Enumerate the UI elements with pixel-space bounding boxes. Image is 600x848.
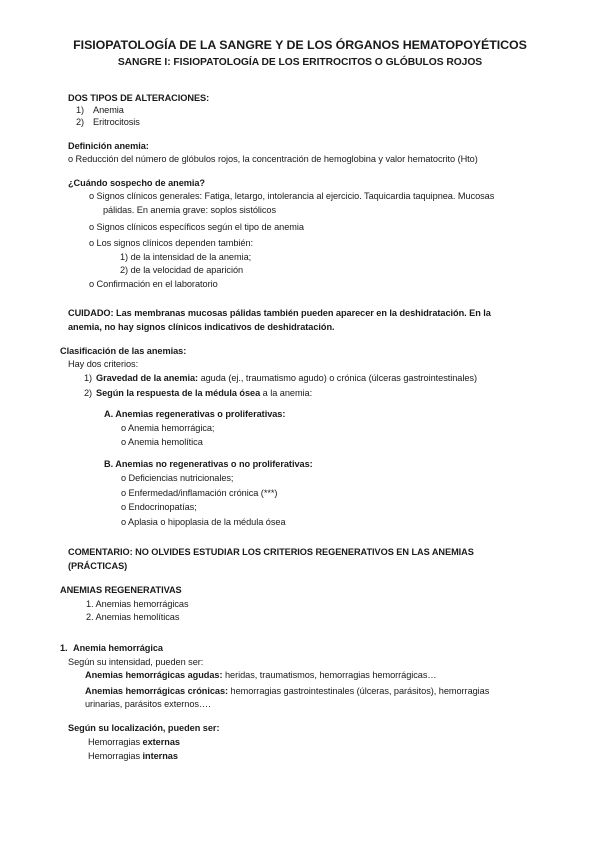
criterio-2	[84, 387, 312, 399]
hemorragica-intro: Según su intensidad, pueden ser:	[68, 657, 204, 667]
regenerativas-a-heading: A. Anemias regenerativas o proliferativas:	[104, 409, 286, 419]
tipos-item-1-text: Anemia	[93, 105, 124, 115]
criterio-1-num: 1)	[84, 373, 93, 383]
hemorragicas-cronicas-bold: Anemias hemorrágicas crónicas:	[85, 686, 229, 696]
regenerativas-a-item-1: o Anemia hemorrágica;	[121, 423, 215, 433]
hemorragias-internas	[88, 750, 178, 762]
no-regenerativas-b-item-3: o Endocrinopatías;	[121, 502, 197, 512]
hemorragicas-cronicas-line-2: urinarias, parásitos externos….	[85, 699, 211, 709]
definicion-text: o Reducción del número de glóbulos rojos, la concentración de hemoglobina y valor hematocrito (Hto)	[68, 154, 478, 164]
sospecha-item-4: o Confirmación en el laboratorio	[89, 279, 218, 289]
no-regenerativas-b-item-1: o Deficiencias nutricionales;	[121, 473, 234, 483]
tipos-item-2-num: 2)	[76, 117, 85, 127]
clasificacion-heading: Clasificación de las anemias:	[60, 346, 187, 356]
cuidado-line-1: CUIDADO: Las membranas mucosas pálidas también pueden aparecer en la deshidratación. En la	[68, 308, 491, 318]
tipos-item-2	[76, 116, 140, 128]
hemorragicas-cronicas	[85, 685, 489, 697]
criterio-1-bold: Gravedad de la anemia:	[96, 373, 199, 383]
no-regenerativas-b-item-4: o Aplasia o hipoplasia de la médula ósea	[121, 517, 286, 527]
cuidado-line-2: anemia, no hay signos clínicos indicativos de deshidratación.	[68, 322, 335, 332]
sospecha-sub-1: 1) de la intensidad de la anemia;	[120, 252, 252, 262]
anemia-hemorragica-heading	[60, 642, 163, 654]
hemorragias-internas-pre: Hemorragias	[88, 751, 143, 761]
clasificacion-intro: Hay dos criterios:	[68, 359, 139, 369]
document-subtitle: SANGRE I: FISIOPATOLOGÍA DE LOS ERITROCITOS O GLÓBULOS ROJOS	[117, 57, 483, 68]
tipos-item-1-num: 1)	[76, 105, 85, 115]
anemias-regenerativas-item-1: 1. Anemias hemorrágicas	[86, 599, 189, 609]
hemorragias-externas	[88, 736, 180, 748]
hemorragicas-agudas	[85, 669, 437, 681]
hemorragicas-cronicas-rest: hemorragias gastrointestinales (úlceras, parásitos), hemorragias	[228, 686, 490, 696]
sospecha-sub-2: 2) de la velocidad de aparición	[120, 265, 244, 275]
tipos-heading: DOS TIPOS DE ALTERACIONES:	[68, 93, 210, 103]
no-regenerativas-b-heading: B. Anemias no regenerativas o no proliferativas:	[104, 459, 313, 469]
criterio-1	[84, 372, 477, 384]
sospecha-item-2: o Signos clínicos específicos según el tipo de anemia	[89, 222, 304, 232]
sospecha-item-1b: pálidas. En anemia grave: soplos sistólicos	[103, 205, 277, 215]
tipos-item-2-text: Eritrocitosis	[93, 117, 140, 127]
comentario-line-1: COMENTARIO: NO OLVIDES ESTUDIAR LOS CRITERIOS REGENERATIVOS EN LAS ANEMIAS	[68, 547, 474, 557]
criterio-2-bold: Según la respuesta de la médula ósea	[96, 388, 261, 398]
tipos-item-1	[76, 104, 124, 116]
sospecha-item-3: o Los signos clínicos dependen también:	[89, 238, 254, 248]
anemia-hemorragica-num: 1.	[60, 643, 68, 653]
regenerativas-a-item-2: o Anemia hemolítica	[121, 437, 203, 447]
hemorragicas-agudas-bold: Anemias hemorrágicas agudas:	[85, 670, 223, 680]
hemorragias-internas-bold: internas	[142, 751, 178, 761]
criterio-2-rest: a la anemia:	[260, 388, 313, 398]
sospecha-heading: ¿Cuándo sospecho de anemia?	[68, 178, 205, 188]
anemias-regenerativas-heading: ANEMIAS REGENERATIVAS	[60, 585, 182, 595]
criterio-2-num: 2)	[84, 388, 93, 398]
anemias-regenerativas-item-2: 2. Anemias hemolíticas	[86, 612, 180, 622]
comentario-line-2: (PRÁCTICAS)	[68, 561, 128, 571]
anemia-hemorragica-title: Anemia hemorrágica	[73, 643, 163, 653]
document-title: FISIOPATOLOGÍA DE LA SANGRE Y DE LOS ÓRGANOS HEMATOPOYÉTICOS	[73, 38, 527, 52]
localizacion-heading: Según su localización, pueden ser:	[68, 723, 220, 733]
hemorragias-externas-bold: externas	[142, 737, 180, 747]
hemorragicas-agudas-rest: heridas, traumatismos, hemorragias hemorrágicas…	[222, 670, 437, 680]
sospecha-item-1a: o Signos clínicos generales: Fatiga, letargo, intolerancia al ejercicio. Taquicardia taquipnea. Mucosas	[89, 191, 495, 201]
no-regenerativas-b-item-2: o Enfermedad/inflamación crónica (***)	[121, 488, 278, 498]
definicion-heading: Definición anemia:	[68, 141, 149, 151]
hemorragias-externas-pre: Hemorragias	[88, 737, 143, 747]
criterio-1-rest: aguda (ej., traumatismo agudo) o crónica (úlceras gastrointestinales)	[198, 373, 477, 383]
